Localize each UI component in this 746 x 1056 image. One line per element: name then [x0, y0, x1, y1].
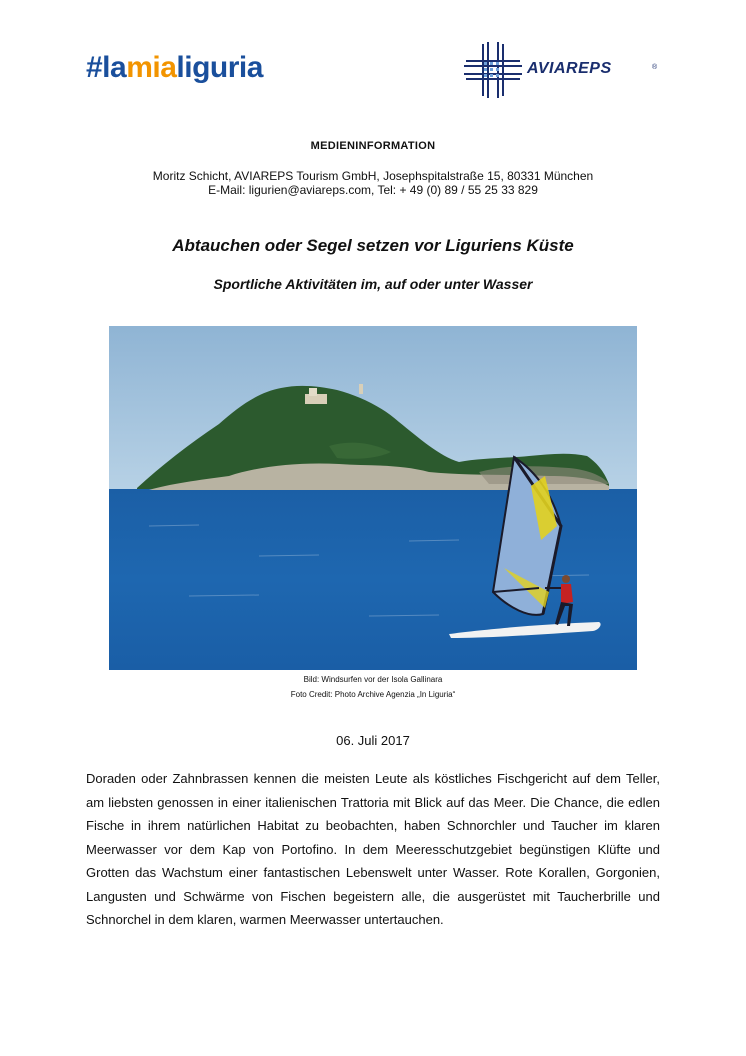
contact-line-address: Moritz Schicht, AVIAREPS Tourism GmbH, Josephspitalstraße 15, 80331 München: [152, 169, 594, 183]
article-subheadline: Sportliche Aktivitäten im, auf oder unter Wasser: [213, 276, 533, 292]
aviareps-wordmark: AVIAREPS: [527, 60, 612, 77]
aviareps-globe-icon: [462, 40, 524, 100]
logo-part-hash-la: #la: [86, 51, 127, 84]
logo-part-mia: mia: [126, 51, 177, 84]
press-date: 06. Juli 2017: [336, 733, 410, 748]
windsurf-island-photo: [109, 326, 637, 670]
photo-caption: Bild: Windsurfen vor der Isola Gallinara: [303, 675, 443, 684]
registered-mark-icon: ®: [652, 64, 658, 71]
logo-part-liguria: liguria: [176, 51, 263, 84]
aviareps-logo: [462, 40, 662, 100]
lamialiguria-logo: [86, 50, 263, 86]
contact-line-email-phone: E-Mail: ligurien@aviareps.com, Tel: + 49 (0) 89 / 55 25 33 829: [208, 183, 538, 197]
photo-credit: Foto Credit: Photo Archive Agenzia „In Liguria“: [290, 690, 456, 699]
article-headline: Abtauchen oder Segel setzen vor Liguriens Küste: [172, 236, 574, 255]
press-label: MEDIENINFORMATION: [310, 140, 436, 152]
article-body-paragraph: Doraden oder Zahnbrassen kennen die meisten Leute als köstliches Fischgericht auf dem Teller, am liebsten genossen in einer italienischen Trattoria mit Blick auf das Meer. Die Chance, die edlen Fische in ihrem natürlichen Habitat zu beobachten, haben Schnorchler und Taucher im klaren Meerwasser vor dem Kap von Portofino. In dem Meeresschutzgebiet begünstigen Klüfte und Grotten das Wachstum einer fantastischen Lebenswelt unter Wasser. Rote Korallen, Gorgonien, Langusten und Schwärme von Fischen begeistern alle, die ausgerüstet mit Taucherbrille und Schnorchel in dem klaren, warmen Meerwasser untertauchen.: [86, 771, 660, 927]
